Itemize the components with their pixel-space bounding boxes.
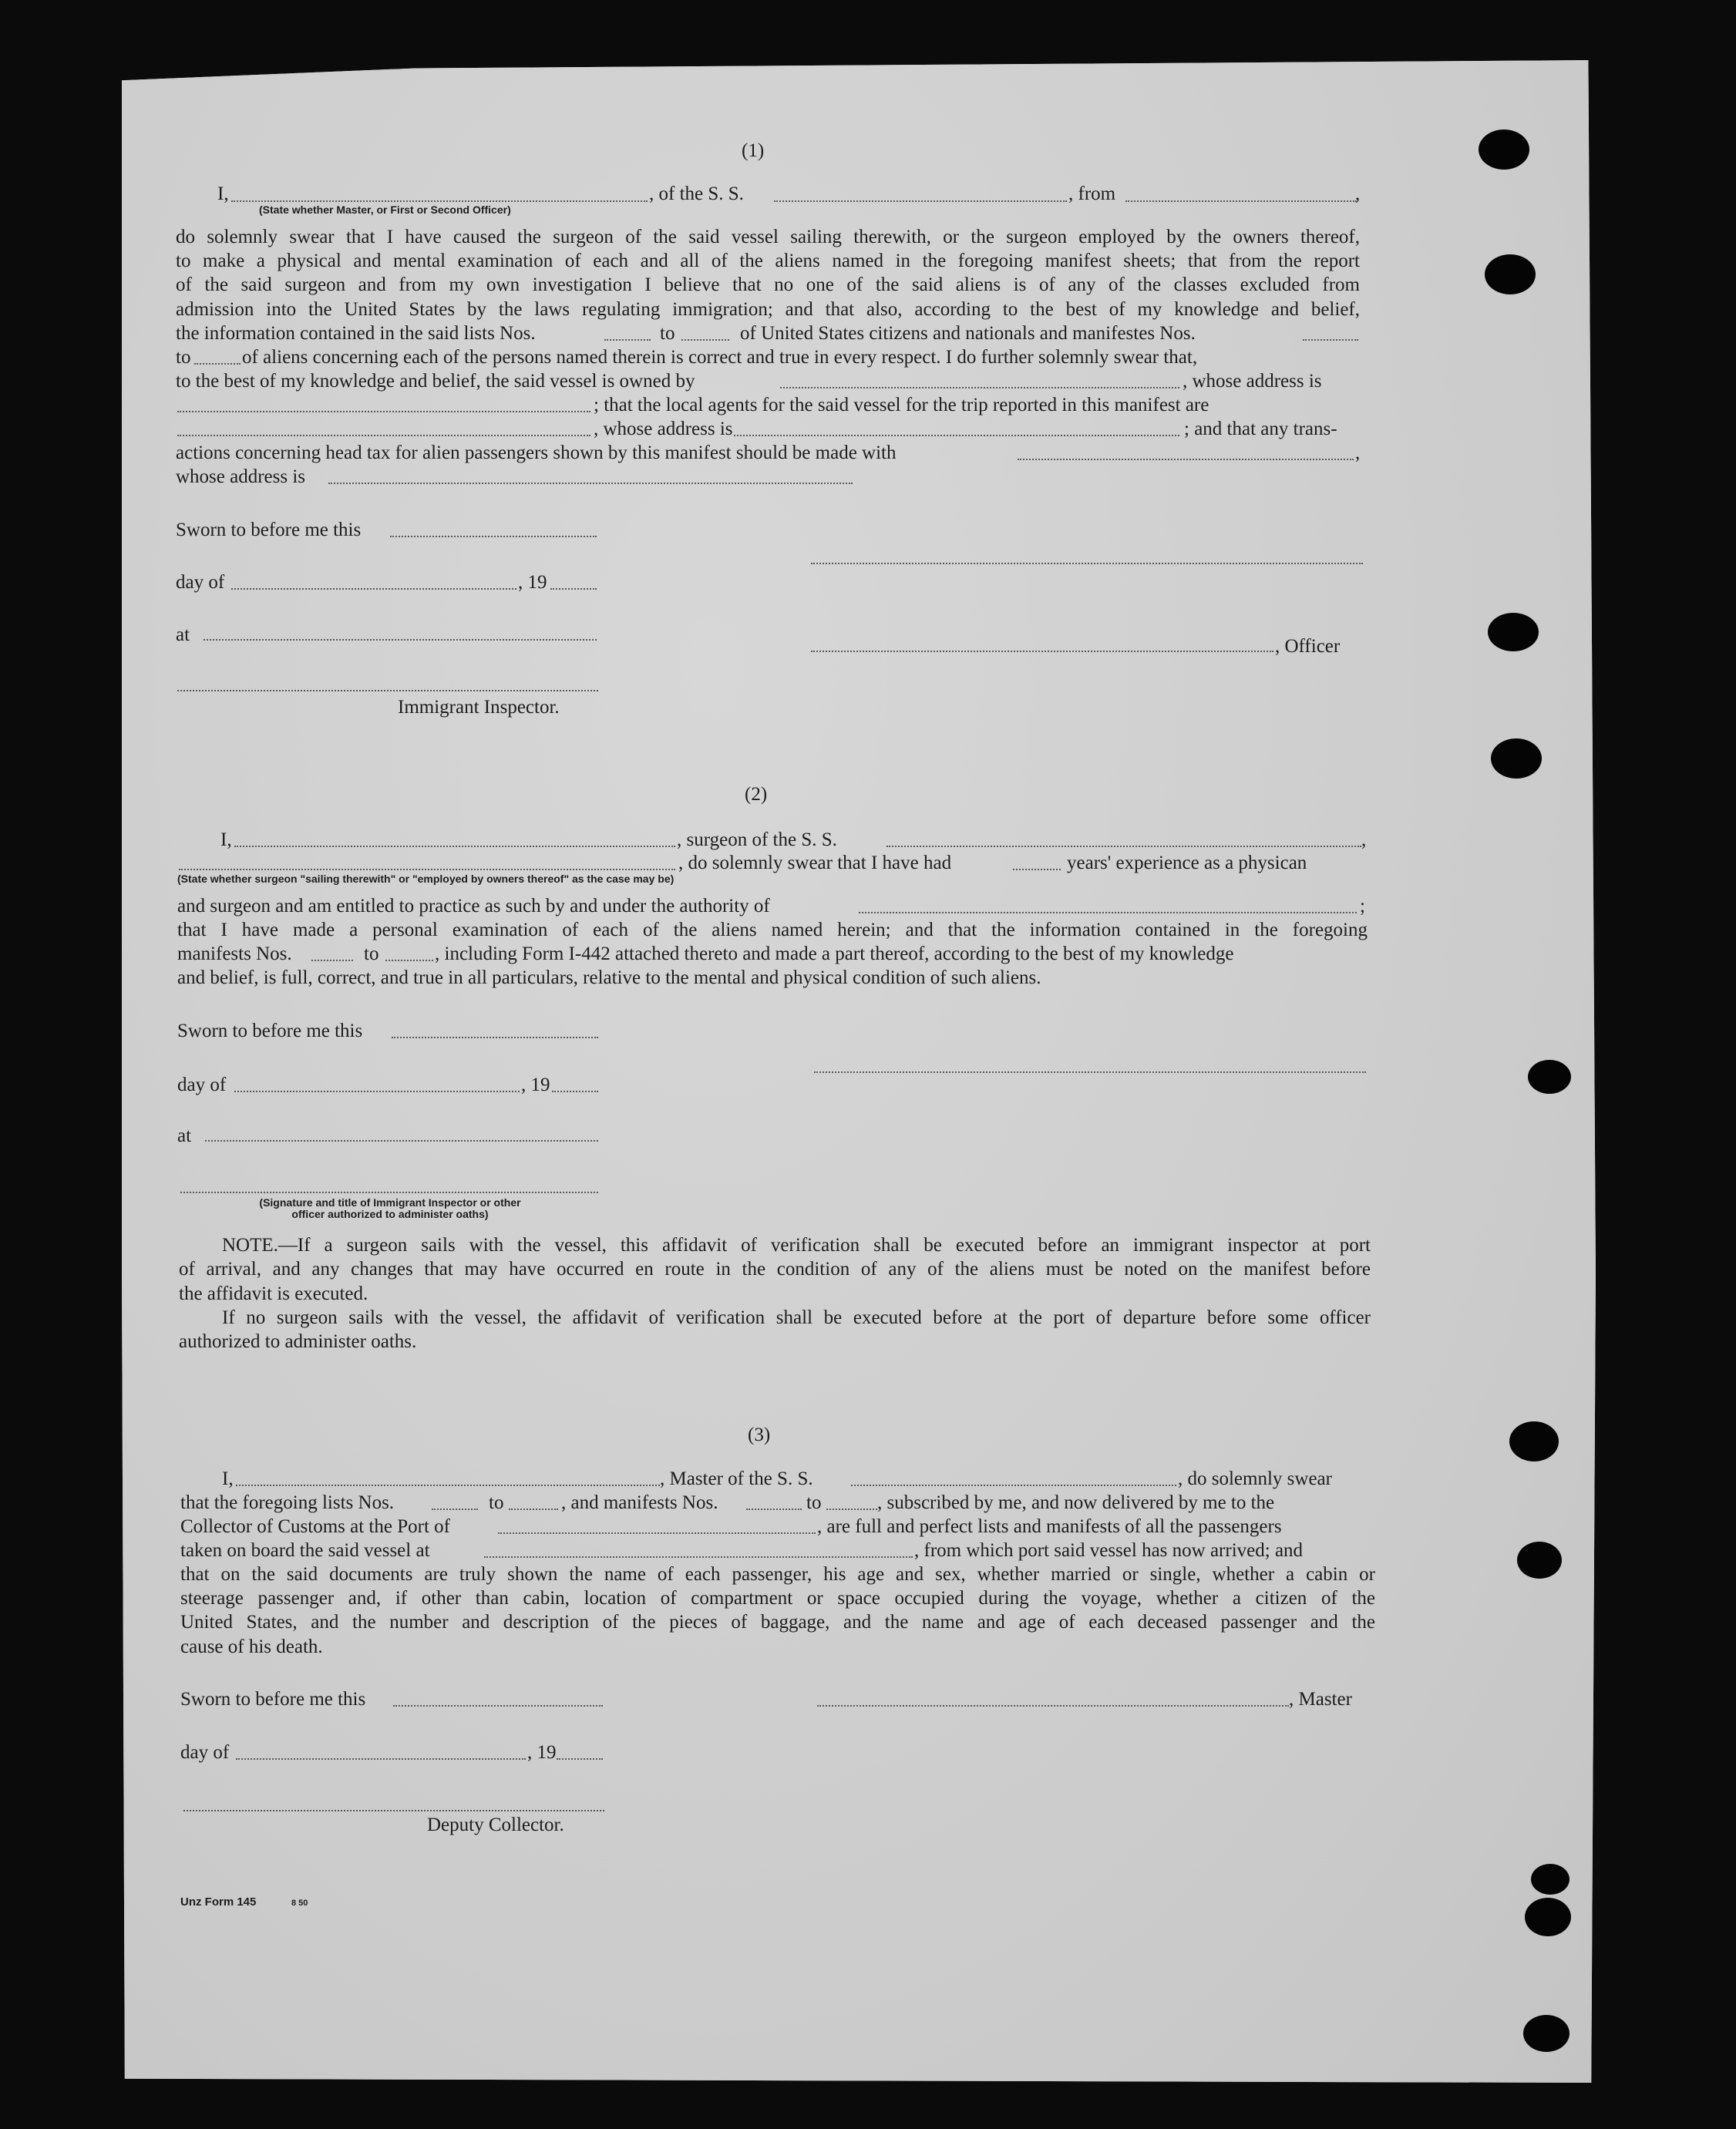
s3-lists-to-field[interactable] (509, 1508, 558, 1510)
s1-line7-a: to the best of my knowledge and belief, the said vessel is owned by (176, 371, 695, 392)
s1-line11-a: whose address is (176, 466, 306, 487)
note2-line1: If no surgeon sails with the vessel, the affidavit of verification shall be executed before at the port of departure before some officer (222, 1307, 1371, 1328)
s1-body-line: of the said surgeon and from my own investigation I believe that no one of the said aliens is of any of the classes excluded from (176, 274, 1360, 296)
s1-at: at (176, 624, 190, 645)
s1-officer-title-field[interactable] (811, 563, 1363, 564)
s3-line2-b: to (489, 1492, 504, 1513)
s2-line5-b: to (364, 943, 379, 964)
s2-line3-b: ; (1360, 896, 1365, 917)
us-lists-from-field[interactable] (604, 339, 651, 341)
punch-hole (1485, 254, 1536, 294)
s3-line2-c: , and manifests Nos. (561, 1492, 718, 1513)
punch-hole (1491, 738, 1542, 779)
s3-line2-a: that the foregoing lists Nos. (180, 1492, 395, 1513)
s2-line3-a: and surgeon and am entitled to practice as such by and under the authority of (177, 896, 770, 917)
s3-line4-a: taken on board the said vessel at (180, 1540, 430, 1561)
deputy-signature-field[interactable] (183, 1810, 604, 1811)
s1-of-ss: , of the S. S. (649, 183, 744, 204)
s1-body-line: admission into the United States by the laws regulating immigration; and that also, according to the best of my knowledge and belief, (176, 298, 1360, 320)
sig-note-1: (Signature and title of Immigrant Inspector or other (259, 1196, 521, 1209)
note2-body (222, 1306, 1371, 1330)
punch-hole (1509, 1421, 1559, 1461)
s2-intro-i: I, (220, 829, 232, 850)
s3-vessel-field[interactable] (851, 1485, 1176, 1486)
vessel-owner-field[interactable] (780, 387, 1179, 388)
s2-line4: that I have made a personal examination of each of the aliens named herein; and that the information contained in the foregoing (177, 920, 1368, 940)
s1-sworn: Sworn to before me this (176, 520, 362, 540)
s2-line5-a: manifests Nos. (177, 943, 292, 964)
s1-intro-end: , (1355, 183, 1361, 204)
s3-sworn: Sworn to before me this (180, 1689, 366, 1710)
s3-nineteen: , 19 (527, 1742, 557, 1763)
practice-authority-field[interactable] (859, 912, 1357, 913)
s1-inspector: Immigrant Inspector. (398, 697, 560, 718)
s1-day-of: day of (176, 572, 225, 593)
s1-sworn-day-field[interactable] (390, 536, 597, 537)
s3-month-field[interactable] (236, 1758, 526, 1760)
s2-day-of: day of (177, 1075, 227, 1095)
s1-line5-c: of United States citizens and nationals and manifestes Nos. (740, 323, 1196, 344)
s2-surgeon-of: , surgeon of the S. S. (677, 829, 837, 850)
years-experience-field[interactable] (1013, 869, 1061, 870)
s1-body-line: do solemnly swear that I have caused the surgeon of the said vessel sailing therewith, or the surgeon employed by the owners thereof, (176, 227, 1360, 247)
s2-swear-a: , do solemnly swear that I have had (678, 853, 952, 873)
punch-hole (1531, 1864, 1569, 1895)
punch-hole (1525, 1898, 1571, 1936)
s3-manifests-from-field[interactable] (746, 1508, 802, 1510)
head-tax-contact-field[interactable] (1018, 459, 1354, 460)
s3-manifests-to-field[interactable] (826, 1508, 877, 1510)
s2-inspector-signature-field[interactable] (180, 1192, 598, 1193)
s3-last-line: cause of his death. (180, 1636, 323, 1657)
section-3-number: (3) (748, 1424, 771, 1445)
master-name-field[interactable] (236, 1485, 660, 1486)
punch-hole (1479, 129, 1529, 170)
departure-port-field[interactable] (1125, 200, 1357, 202)
s3-body-line: that on the said documents are truly shown the name of each passenger, his age and sex, whether married or single, whether a cabin or (180, 1564, 1375, 1585)
s3-line3-a: Collector of Customs at the Port of (180, 1516, 450, 1537)
rank-note: (State whether Master, or First or Second Officer) (259, 203, 511, 216)
s1-place-field[interactable] (204, 639, 597, 641)
owner-address-field[interactable] (177, 411, 590, 412)
surgeon-name-field[interactable] (234, 846, 675, 847)
s1-from: , from (1068, 183, 1116, 204)
manifests-to-field[interactable] (194, 363, 241, 365)
s1-line6-a: to (176, 347, 191, 368)
s2-line4-wrap (177, 918, 1368, 942)
s2-manifests-from-field[interactable] (311, 960, 353, 961)
surgeon-signature-field[interactable] (814, 1071, 1366, 1073)
s2-line5-c: , including Form I-442 attached thereto and made a part thereof, according to the best of my knowledge (435, 943, 1234, 964)
s2-end-comma: , (1361, 829, 1367, 850)
s2-vessel-field[interactable] (887, 846, 1361, 847)
inspector-signature-field[interactable] (177, 690, 598, 691)
s1-line9-b: ; and that any trans- (1184, 419, 1337, 439)
s1-line5-a: the information contained in the said lists Nos. (176, 323, 536, 344)
s3-deputy: Deputy Collector. (427, 1815, 564, 1835)
punch-hole (1488, 613, 1539, 651)
s1-officer: , Officer (1275, 636, 1341, 657)
s2-nineteen: , 19 (521, 1075, 550, 1095)
s3-master-of: , Master of the S. S. (660, 1468, 813, 1489)
s2-line6: and belief, is full, correct, and true in all particulars, relative to the mental and physical condition of such aliens. (177, 967, 1041, 988)
punch-hole (1528, 1060, 1571, 1094)
master-signature-field[interactable] (817, 1705, 1289, 1707)
s1-body (176, 225, 1360, 321)
punch-hole (1523, 2015, 1569, 2052)
s2-manifests-to-field[interactable] (385, 960, 433, 961)
arrival-port-field[interactable] (498, 1532, 816, 1534)
s1-line5-b: to (660, 323, 675, 344)
s2-at: at (177, 1125, 192, 1146)
us-lists-to-field[interactable] (681, 339, 729, 341)
s1-body-line: to make a physical and mental examination of each and all of the aliens named in the foregoing manifest sheets; that from the report (176, 251, 1360, 272)
s2-place-field[interactable] (205, 1140, 598, 1142)
note-line3: the affidavit is executed. (179, 1283, 368, 1304)
s3-line4-b: , from which port said vessel has now arrived; and (914, 1540, 1304, 1561)
section-1-number: (1) (742, 140, 765, 161)
s3-sworn-day-field[interactable] (393, 1705, 603, 1707)
rank-field[interactable] (231, 200, 648, 202)
s1-month-field[interactable] (231, 588, 516, 590)
s2-sworn: Sworn to before me this (177, 1021, 363, 1041)
note2-line2: authorized to administer oaths. (179, 1331, 417, 1352)
note-line: of arrival, and any changes that may have occurred en route in the condition of any of the aliens must be noted on the manifest before (179, 1259, 1371, 1280)
s1-year-field[interactable] (550, 588, 597, 590)
vessel-name-field[interactable] (774, 200, 1067, 202)
s3-line2-e: , subscribed by me, and now delivered by me to the (877, 1492, 1275, 1513)
s3-swear: , do solemnly swear (1178, 1468, 1332, 1489)
officer-signature-field[interactable] (811, 651, 1273, 652)
punch-hole (1517, 1542, 1562, 1579)
s1-intro-i: I, (217, 183, 229, 204)
s1-line8-a: ; that the local agents for the said vessel for the trip reported in this manifest are (594, 395, 1209, 415)
s3-intro-i: I, (222, 1468, 234, 1489)
s3-master: , Master (1289, 1689, 1352, 1710)
s1-line7-b: , whose address is (1183, 371, 1322, 392)
s1-line9-a: , whose address is (594, 419, 733, 439)
s1-line6-b: of aliens concerning each of the persons named therein is correct and true in every respect. I do further solemnly swear that, (242, 347, 1198, 368)
s3-year-field[interactable] (557, 1758, 603, 1760)
form-id: Unz Form 145 (180, 1895, 257, 1909)
s3-line2-d: to (806, 1492, 822, 1513)
s1-nineteen: , 19 (518, 572, 547, 593)
s3-body-line: United States, and the number and description of the pieces of baggage, and the name and age of each deceased passenger and the (180, 1612, 1375, 1633)
s2-year-field[interactable] (552, 1091, 598, 1092)
manifests-from-field[interactable] (1303, 339, 1358, 341)
s3-body-line: steerage passenger and, if other than cabin, location of compartment or space occupied during the voyage, whether a citizen of the (180, 1588, 1375, 1609)
s2-sworn-day-field[interactable] (392, 1037, 598, 1038)
s1-line10-b: , (1355, 442, 1361, 463)
s3-line3-b: , are full and perfect lists and manifests of all the passengers (817, 1516, 1282, 1537)
boarding-port-field[interactable] (484, 1556, 913, 1558)
s3-day-of: day of (180, 1742, 230, 1763)
local-agents-field[interactable] (177, 435, 590, 436)
surgeon-note: (State whether surgeon "sailing therewith" or "employed by owners thereof" as the case may be) (177, 873, 675, 885)
form-date: 8 50 (291, 1899, 308, 1908)
s2-month-field[interactable] (234, 1091, 520, 1092)
section-2-number: (2) (745, 784, 768, 805)
s3-body (180, 1562, 1375, 1635)
note-line: NOTE.—If a surgeon sails with the vessel, this affidavit of verification shall be executed before an immigrant inspector at port (222, 1235, 1371, 1256)
agents-address-field[interactable] (734, 435, 1179, 436)
sig-note-2: officer authorized to administer oaths) (291, 1208, 489, 1220)
head-tax-address-field[interactable] (328, 483, 853, 484)
surgeon-status-field[interactable] (179, 869, 675, 870)
s2-swear-b: years' experience as a physican (1067, 853, 1307, 873)
s3-lists-from-field[interactable] (432, 1508, 478, 1510)
s1-line10-a: actions concerning head tax for alien passengers shown by this manifest should be made with (176, 442, 897, 463)
note-body (179, 1233, 1371, 1281)
